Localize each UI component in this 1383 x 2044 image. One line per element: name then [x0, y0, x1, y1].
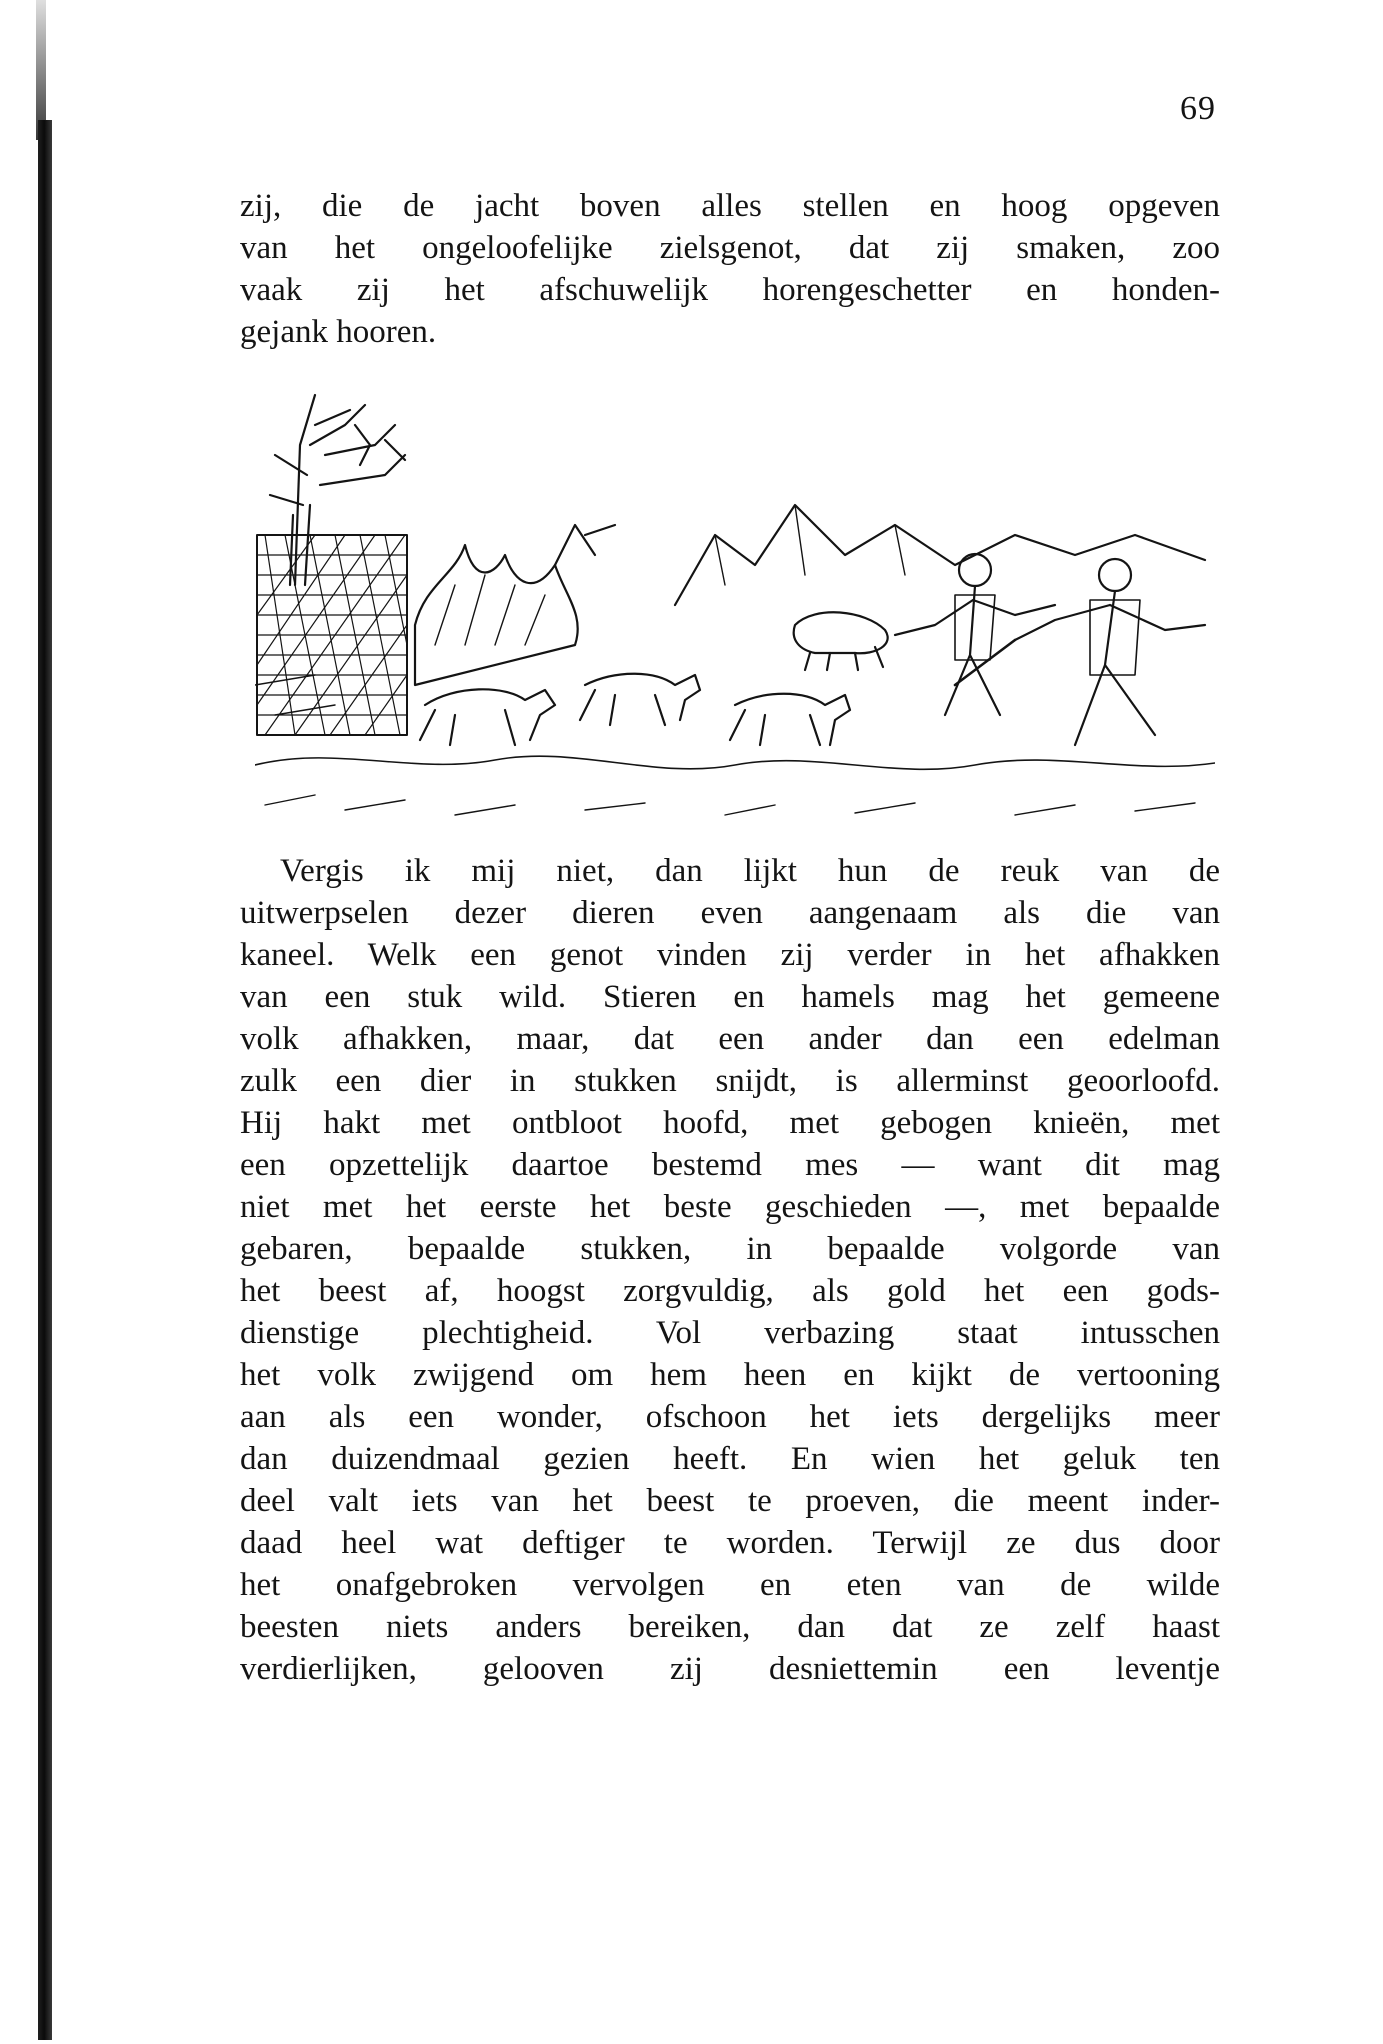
- text-line: beesten niets anders bereiken, dan dat ze zelf haast: [240, 1609, 1220, 1645]
- page-number: 69: [1180, 90, 1216, 127]
- bushes-drawing: [415, 525, 615, 685]
- text-line: zij, die de jacht boven alles stellen en hoog opgeven: [240, 188, 1220, 224]
- text-line: uitwerpselen dezer dieren even aangenaam als die van: [240, 895, 1220, 931]
- ground-drawing: [255, 675, 1215, 815]
- text-line: het volk zwijgend om hem heen en kijkt de vertooning: [240, 1357, 1220, 1393]
- text-line: daad heel wat deftiger te worden. Terwijl ze dus door: [240, 1525, 1220, 1561]
- text-line: niet met het eerste het beste geschieden —, met bepaalde: [240, 1189, 1220, 1225]
- hunting-woodcut-illustration: [255, 385, 1215, 835]
- text-line: gebaren, bepaalde stukken, in bepaalde volgorde van: [240, 1231, 1220, 1267]
- text-line: zulk een dier in stukken snijdt, is allerminst geoorloofd.: [240, 1063, 1220, 1099]
- text-line: Hij hakt met ontbloot hoofd, met gebogen knieën, met: [240, 1105, 1220, 1141]
- text-line: Vergis ik mij niet, dan lijkt hun de reuk van de: [280, 853, 1220, 889]
- hound-drawing: [420, 689, 555, 745]
- text-line: deel valt iets van het beest te proeven, die meent inder-: [240, 1483, 1220, 1519]
- text-line: verdierlijken, gelooven zij desniettemin een leventje: [240, 1651, 1220, 1687]
- hunter-figure: [955, 559, 1205, 745]
- text-line: aan als een wonder, ofschoon het iets dergelijks meer: [240, 1399, 1220, 1435]
- text-line: kaneel. Welk een genot vinden zij verder in het afhakken: [240, 937, 1220, 973]
- text-line: dienstige plechtigheid. Vol verbazing staat intusschen: [240, 1315, 1220, 1351]
- mountains-drawing: [675, 505, 1205, 605]
- binding-edge: [38, 120, 52, 2040]
- text-line: een opzettelijk daartoe bestemd mes — want dit mag: [240, 1147, 1220, 1183]
- top-paragraph: [240, 185, 1220, 353]
- text-line: het beest af, hoogst zorgvuldig, als gold het een gods-: [240, 1273, 1220, 1309]
- hunter-figure: [895, 554, 1055, 715]
- main-paragraph: [240, 850, 1220, 1690]
- text-line: volk afhakken, maar, dat een ander dan een edelman: [240, 1021, 1220, 1057]
- text-line: dan duizendmaal gezien heeft. En wien het geluk ten: [240, 1441, 1220, 1477]
- text-line: gejank hooren.: [240, 314, 437, 350]
- text-line: vaak zij het afschuwelijk horengeschetter en honden-: [240, 272, 1220, 308]
- hound-drawing: [730, 694, 850, 745]
- tree-drawing: [270, 395, 405, 585]
- text-line: het onafgebroken vervolgen en eten van de wilde: [240, 1567, 1220, 1603]
- boar-drawing: [794, 612, 888, 670]
- text-line: van het ongeloofelijke zielsgenot, dat zij smaken, zoo: [240, 230, 1220, 266]
- text-line: van een stuk wild. Stieren en hamels mag het gemeene: [240, 979, 1220, 1015]
- hound-drawing: [580, 674, 700, 725]
- binding-shadow-top: [36, 0, 46, 140]
